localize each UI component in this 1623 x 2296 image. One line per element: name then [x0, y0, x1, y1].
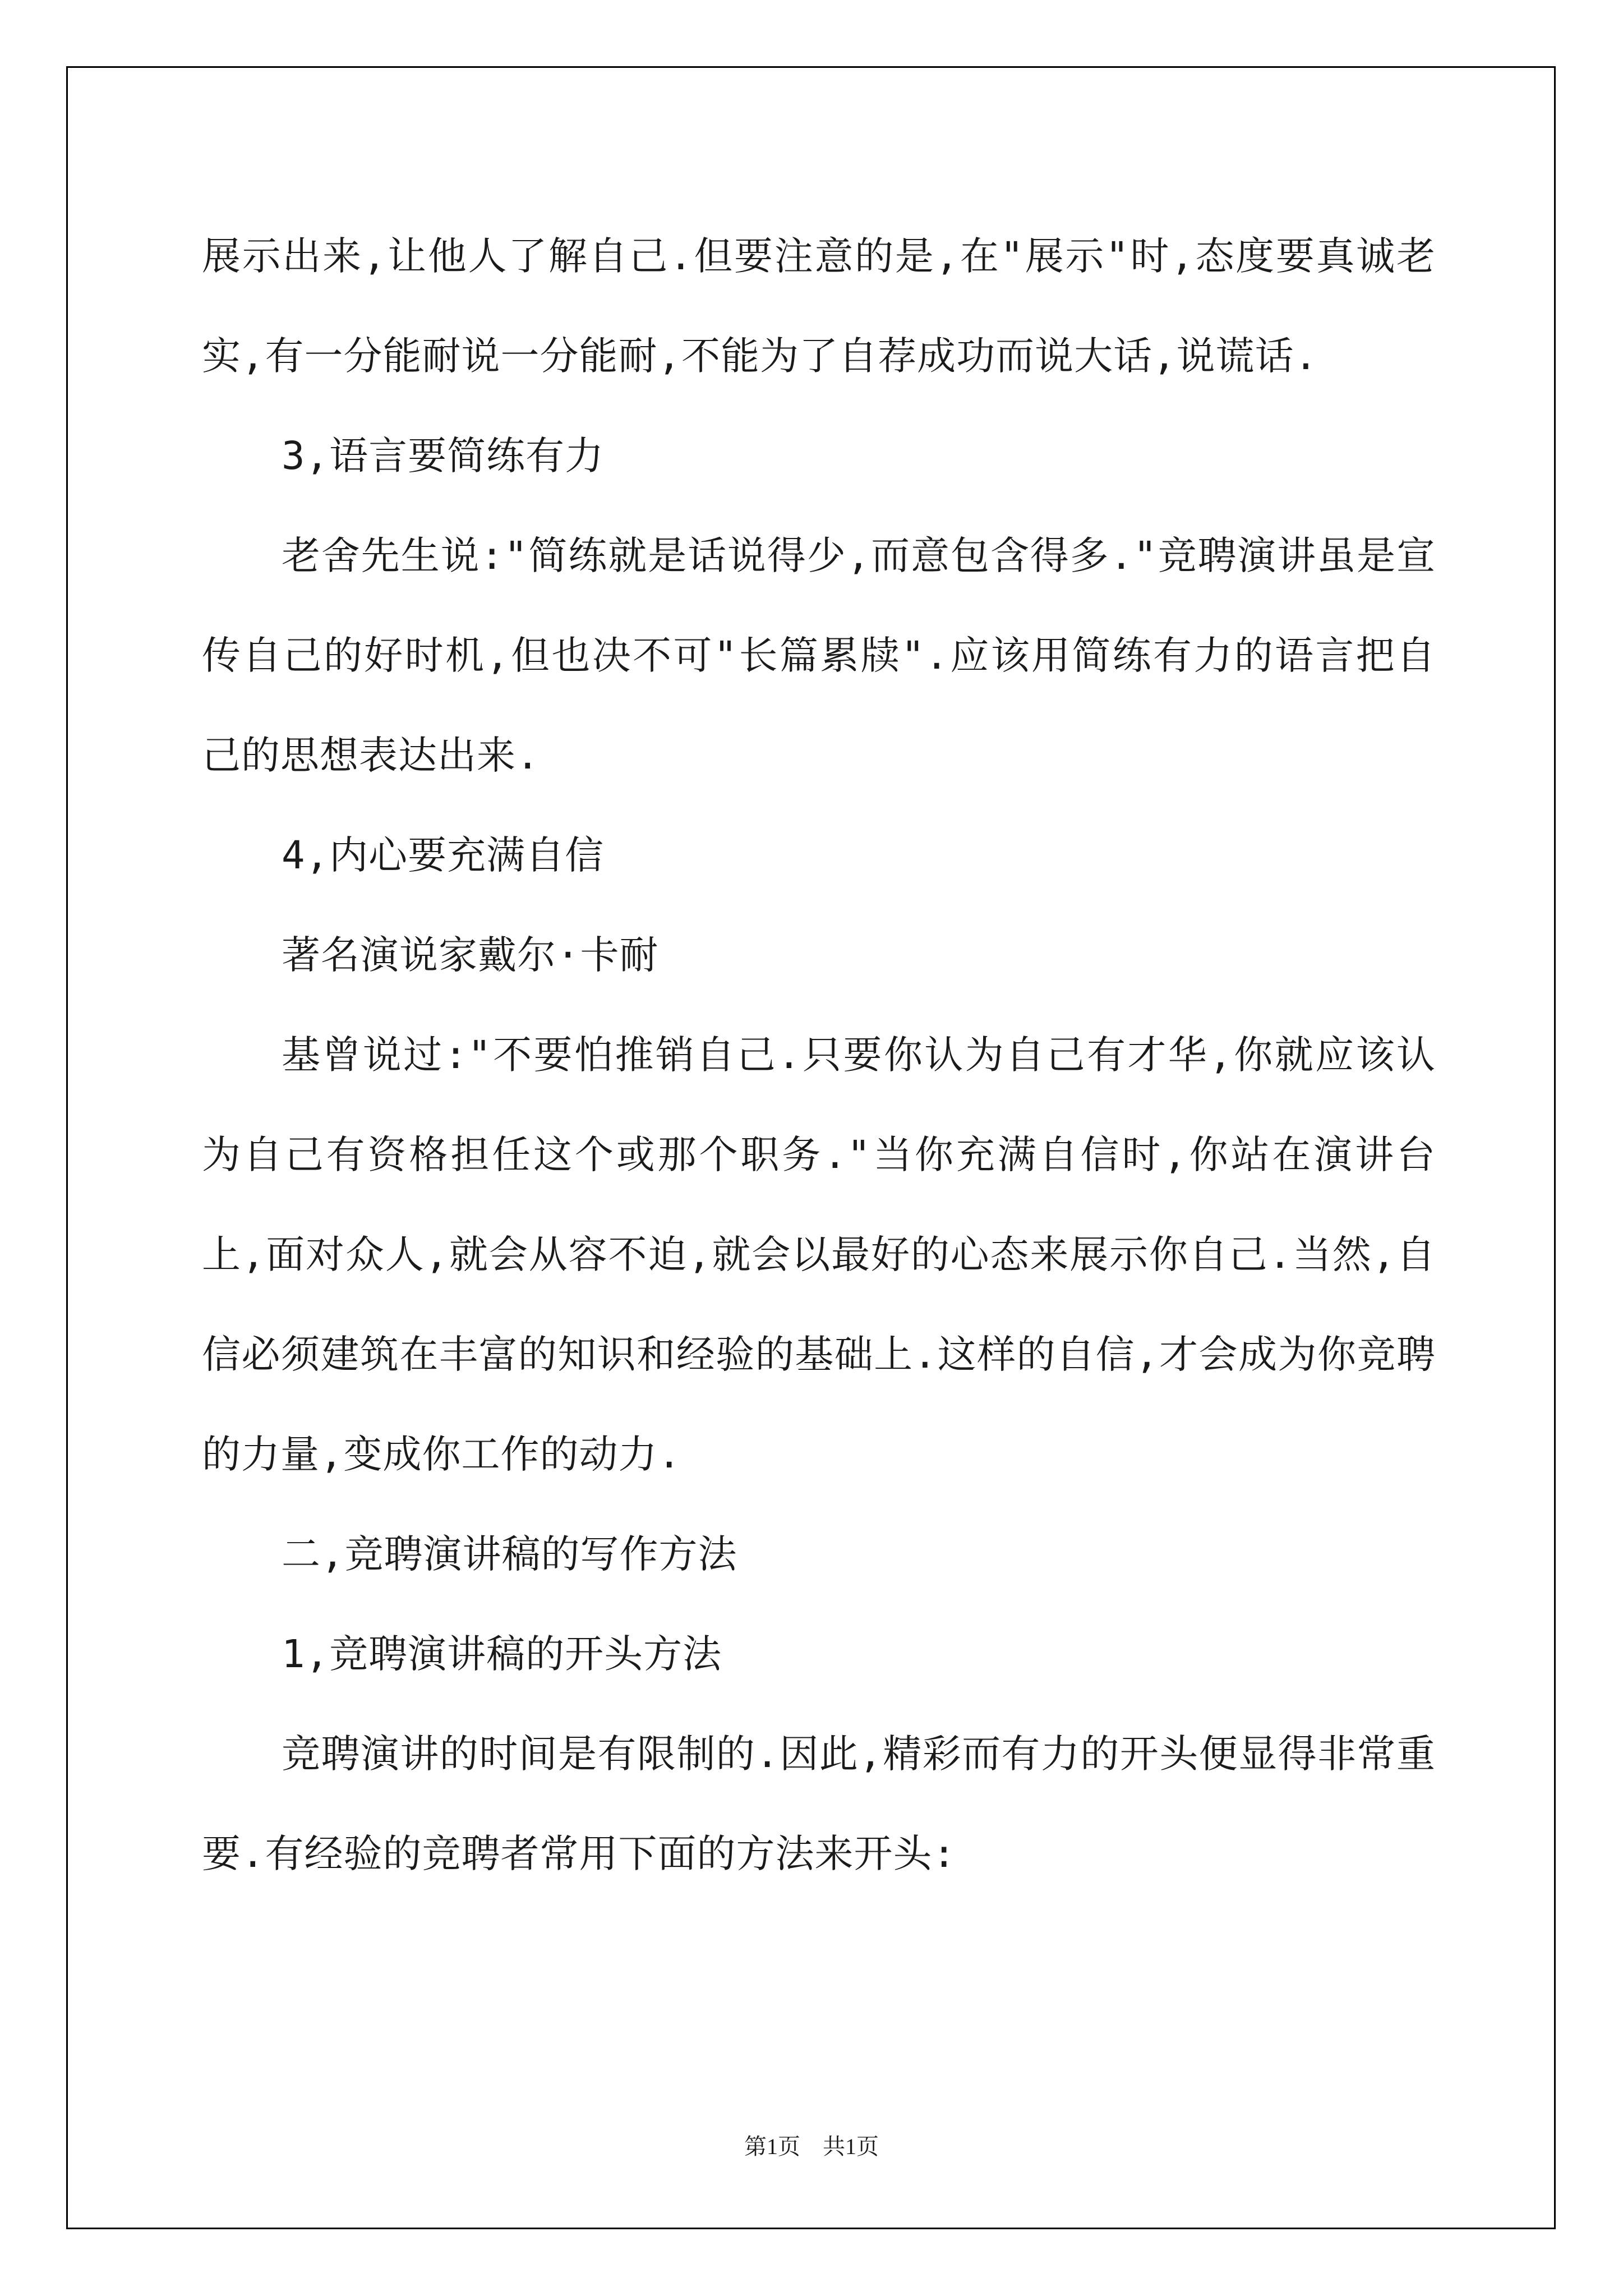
section-heading: 二,竞聘演讲稿的写作方法 — [282, 1532, 737, 1577]
paragraph: 基曾说过:"不要怕推销自己.只要你认为自己有才华,你就应该认为自己有资格担任这个或那个职务."当你充满自信时,你站在演讲台上,面对众人,就会从容不迫,就会以最好的心态来展示你自己.当然,自信必须建筑在丰富的知识和经验的基础上.这样的自信,才会成为你竞聘的力量,变成你工作的动力. — [202, 1033, 1436, 1477]
paragraph: 竞聘演讲的时间是有限制的.因此,精彩而有力的开头便显得非常重要.有经验的竞聘者常用下面的方法来开头: — [202, 1732, 1436, 1876]
page-number-footer: 第1页 共1页 — [744, 2134, 879, 2159]
section-heading: 3,语言要简练有力 — [282, 434, 605, 478]
paragraph: 展示出来,让他人了解自己.但要注意的是,在"展示"时,态度要真诚老实,有一分能耐说一分能耐,不能为了自荐成功而说大话,说谎话. — [202, 234, 1436, 379]
section-heading: 4,内心要充满自信 — [282, 833, 605, 878]
document-body — [202, 206, 1436, 1904]
section-heading: 1,竞聘演讲稿的开头方法 — [282, 1632, 722, 1677]
paragraph: 老舍先生说:"简练就是话说得少,而意包含得多."竞聘演讲虽是宣传自己的好时机,但也决不可"长篇累牍".应该用简练有力的语言把自己的思想表达出来. — [202, 533, 1436, 778]
paragraph: 著名演说家戴尔·卡耐 — [282, 933, 659, 978]
